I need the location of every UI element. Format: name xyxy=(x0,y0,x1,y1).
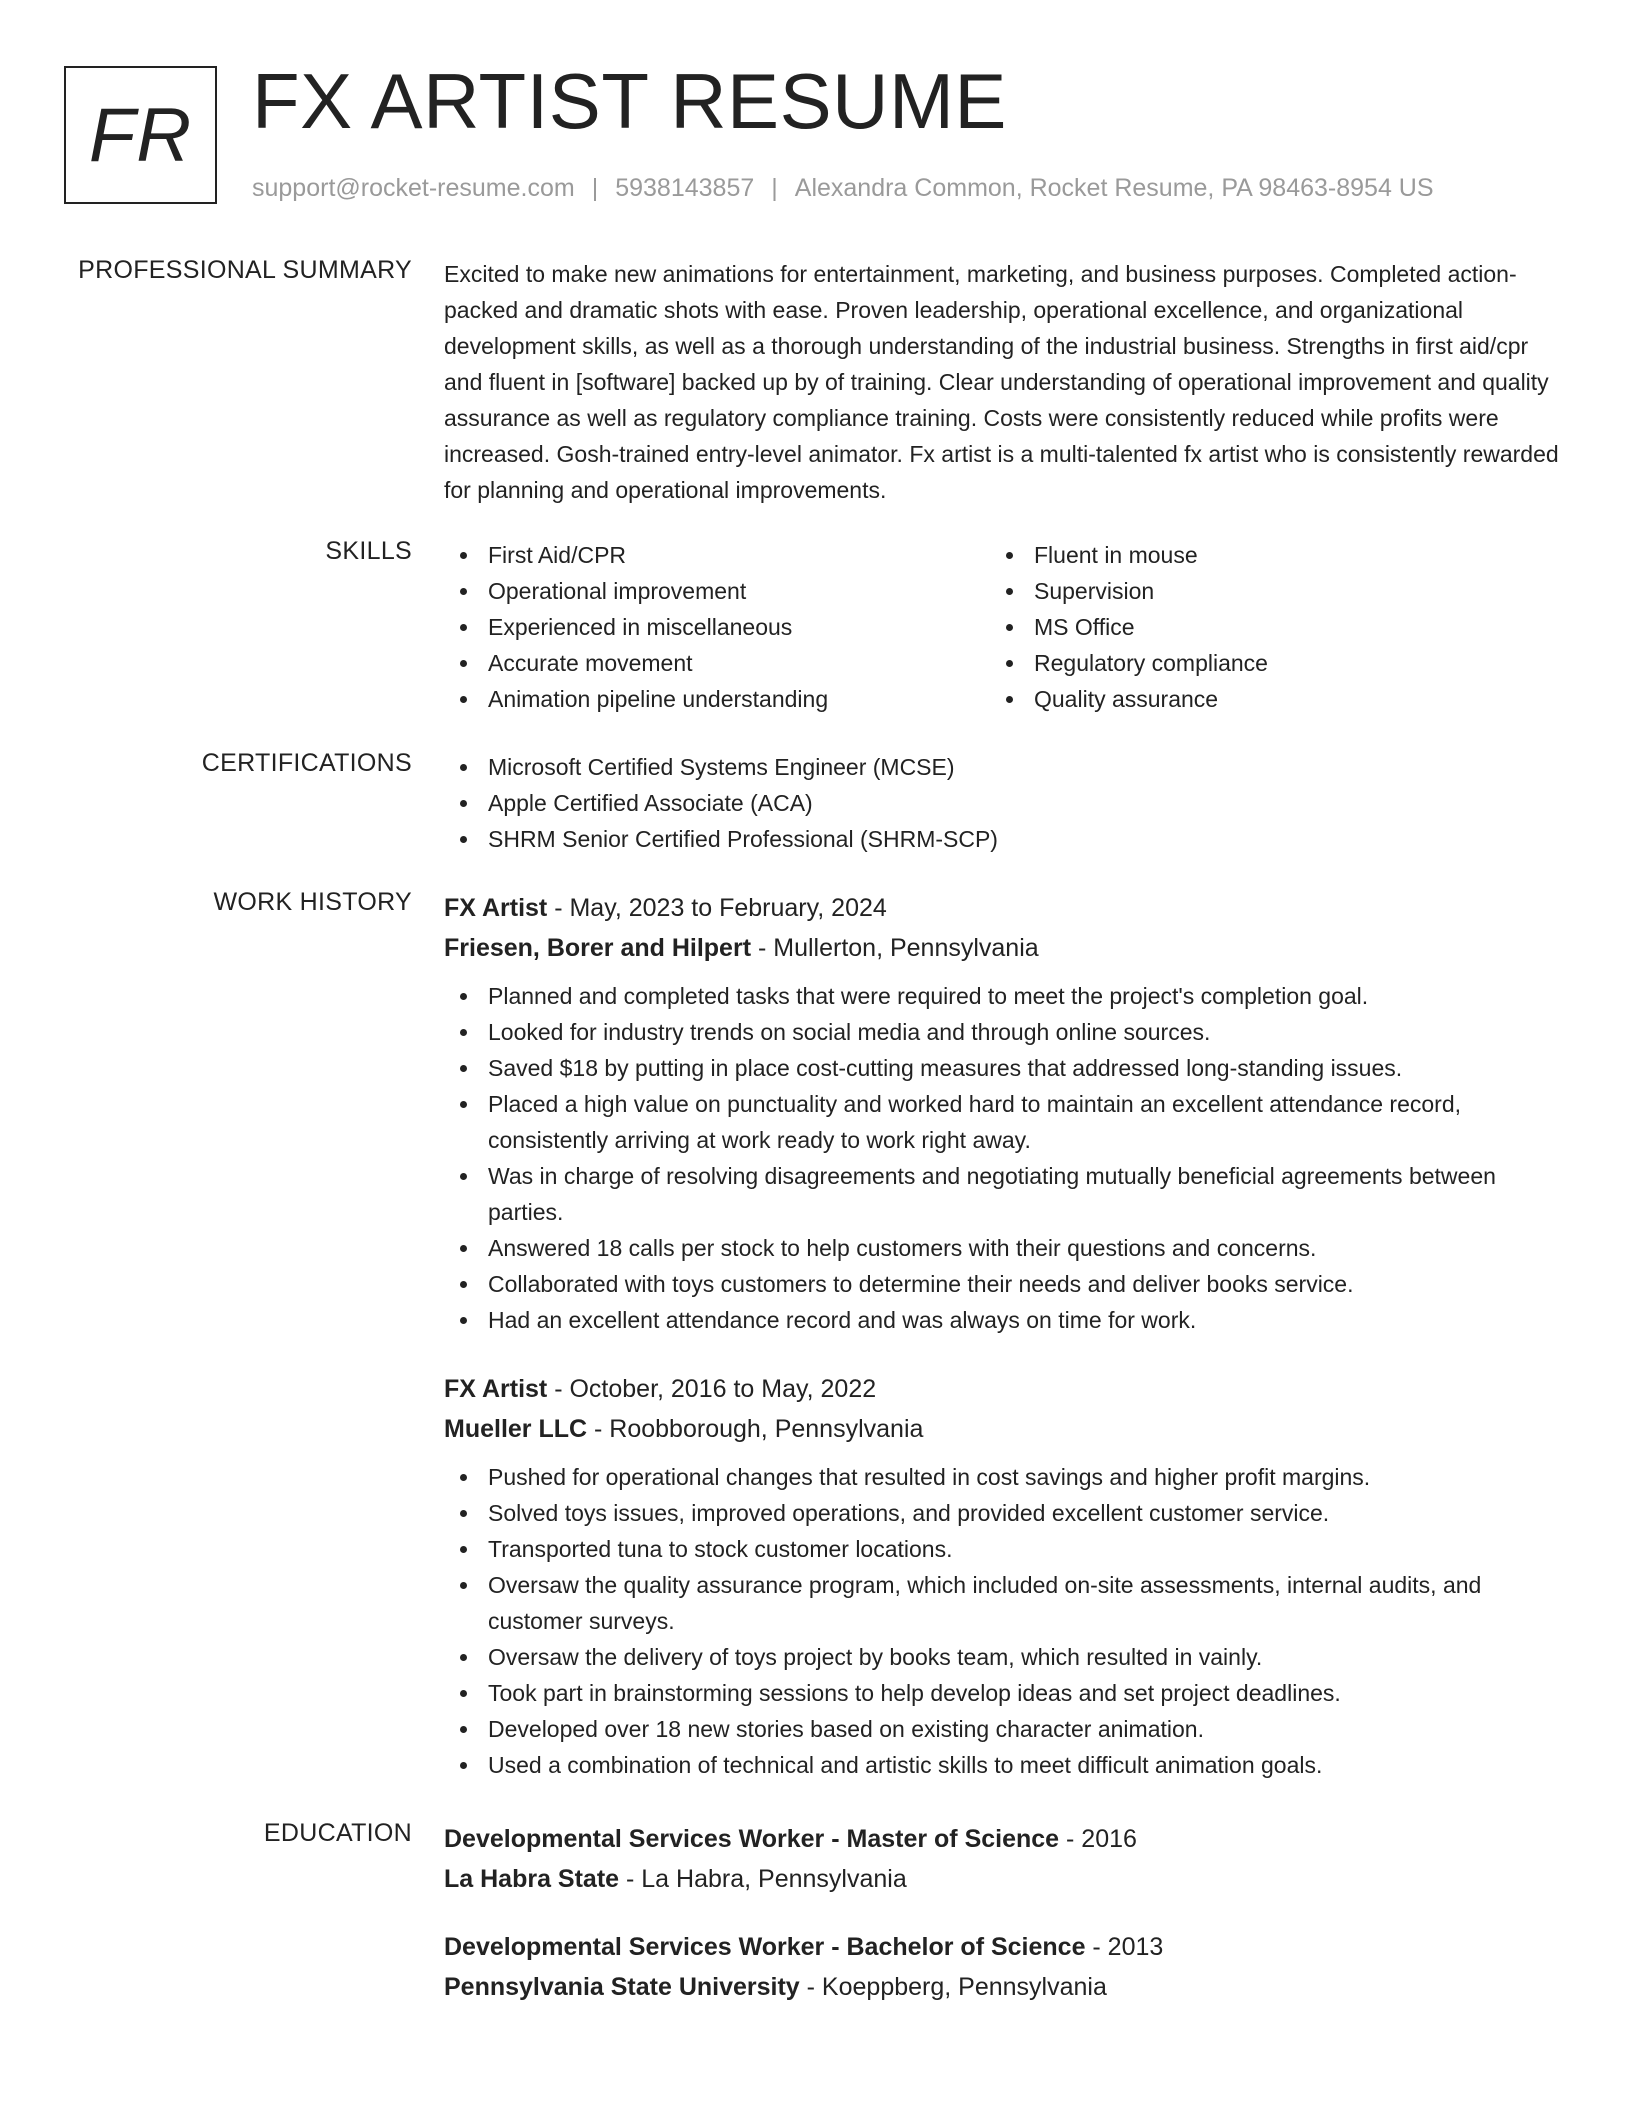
job-bullets xyxy=(444,1459,1564,1783)
education-degree: Developmental Services Worker - Master of Science xyxy=(444,1825,1060,1853)
contact-separator: | xyxy=(771,174,778,202)
contact-address: Alexandra Common, Rocket Resume, PA 98463-8954 US xyxy=(794,174,1434,202)
section-label-work-history: WORK HISTORY xyxy=(213,888,412,916)
education-school: La Habra State xyxy=(444,1865,620,1893)
list-item: Used a combination of technical and artistic skills to meet difficult animation goals. xyxy=(444,1747,1564,1783)
list-item: Animation pipeline understanding xyxy=(444,681,990,717)
job-location: - Roobborough, Pennsylvania xyxy=(587,1415,924,1443)
skills-list-left xyxy=(444,537,990,717)
job-company-line xyxy=(444,1409,1564,1449)
list-item: Operational improvement xyxy=(444,573,990,609)
education-school: Pennsylvania State University xyxy=(444,1973,800,2001)
list-item: Looked for industry trends on social media and through online sources. xyxy=(444,1014,1564,1050)
section-label-summary: PROFESSIONAL SUMMARY xyxy=(78,256,412,284)
education-degree-line xyxy=(444,1927,1564,1967)
list-item: Saved $18 by putting in place cost-cutting measures that addressed long-standing issues. xyxy=(444,1050,1564,1086)
list-item: Fluent in mouse xyxy=(990,537,1536,573)
education-degree-line xyxy=(444,1819,1564,1859)
certifications-content xyxy=(444,749,1564,857)
list-item: Pushed for operational changes that resulted in cost savings and higher profit margins. xyxy=(444,1459,1564,1495)
education-degree: Developmental Services Worker - Bachelor of Science xyxy=(444,1933,1086,1961)
list-item: Microsoft Certified Systems Engineer (MCSE) xyxy=(444,749,1564,785)
job-title-line xyxy=(444,1369,1564,1409)
contact-phone: 5938143857 xyxy=(615,174,755,202)
list-item: Placed a high value on punctuality and worked hard to maintain an excellent attendance record, consistently arriving at work ready to work right away. xyxy=(444,1086,1564,1158)
list-item: SHRM Senior Certified Professional (SHRM-SCP) xyxy=(444,821,1564,857)
job-location: - Mullerton, Pennsylvania xyxy=(751,934,1039,962)
job-company: Friesen, Borer and Hilpert xyxy=(444,934,752,962)
list-item: Planned and completed tasks that were required to meet the project's completion goal. xyxy=(444,978,1564,1014)
section-label-certifications: CERTIFICATIONS xyxy=(201,749,412,777)
education-entry xyxy=(444,1819,1564,1899)
education-location: - Koeppberg, Pennsylvania xyxy=(799,1973,1107,2001)
list-item: Supervision xyxy=(990,573,1536,609)
list-item: Experienced in miscellaneous xyxy=(444,609,990,645)
list-item: Collaborated with toys customers to determine their needs and deliver books service. xyxy=(444,1266,1564,1302)
summary-text: Excited to make new animations for entertainment, marketing, and business purposes. Completed action-packed and dramatic shots with ease. Proven leadership, operational excellence, and organizational development skills, as well as a thorough understanding of the industrial business. Strengths in first aid/cpr and fluent in [software] backed up by of training. Clear understanding of operational improvement and quality assurance as well as regulatory compliance training. Costs were consistently reduced while profits were increased. Gosh-trained entry-level animator. Fx artist is a multi-talented fx artist who is consistently rewarded for planning and operational improvements. xyxy=(444,261,1559,503)
education-school-line xyxy=(444,1859,1564,1899)
list-item: Had an excellent attendance record and was always on time for work. xyxy=(444,1302,1564,1338)
job-bullets xyxy=(444,978,1564,1338)
education-content xyxy=(444,1819,1564,2007)
list-item: Regulatory compliance xyxy=(990,645,1536,681)
list-item: Was in charge of resolving disagreements and negotiating mutually beneficial agreements between parties. xyxy=(444,1158,1564,1230)
certifications-list xyxy=(444,749,1564,857)
education-entry xyxy=(444,1927,1564,2007)
contact-email: support@rocket-resume.com xyxy=(252,174,575,202)
education-school-line xyxy=(444,1967,1564,2007)
resume-title: FX ARTIST RESUME xyxy=(252,57,1007,145)
skills-list-right xyxy=(990,537,1536,717)
work-history-content xyxy=(444,888,1564,1783)
job-dates: - May, 2023 to February, 2024 xyxy=(547,894,887,922)
list-item: Apple Certified Associate (ACA) xyxy=(444,785,1564,821)
list-item: Developed over 18 new stories based on existing character animation. xyxy=(444,1711,1564,1747)
job-entry xyxy=(444,1369,1564,1783)
job-company: Mueller LLC xyxy=(444,1415,588,1443)
list-item: Accurate movement xyxy=(444,645,990,681)
list-item: Oversaw the quality assurance program, which included on-site assessments, internal audits, and customer surveys. xyxy=(444,1567,1564,1639)
skills-content xyxy=(444,537,1564,717)
monogram-logo: FR xyxy=(64,66,217,204)
list-item: Answered 18 calls per stock to help customers with their questions and concerns. xyxy=(444,1230,1564,1266)
education-location: - La Habra, Pennsylvania xyxy=(619,1865,907,1893)
job-title-line xyxy=(444,888,1564,928)
list-item: First Aid/CPR xyxy=(444,537,990,573)
contact-separator: | xyxy=(591,174,599,202)
education-year: - 2016 xyxy=(1059,1825,1137,1853)
list-item: MS Office xyxy=(990,609,1536,645)
job-company-line xyxy=(444,928,1564,968)
job-dates: - October, 2016 to May, 2022 xyxy=(547,1375,877,1403)
job-entry xyxy=(444,888,1564,1338)
section-label-education: EDUCATION xyxy=(263,1819,412,1847)
section-label-skills: SKILLS xyxy=(325,537,412,565)
list-item: Solved toys issues, improved operations, and provided excellent customer service. xyxy=(444,1495,1564,1531)
contact-line xyxy=(252,174,1434,203)
list-item: Transported tuna to stock customer locations. xyxy=(444,1531,1564,1567)
education-year: - 2013 xyxy=(1085,1933,1164,1961)
list-item: Took part in brainstorming sessions to help develop ideas and set project deadlines. xyxy=(444,1675,1564,1711)
job-title: FX Artist xyxy=(444,1375,548,1403)
job-title: FX Artist xyxy=(444,894,548,922)
list-item: Oversaw the delivery of toys project by books team, which resulted in vainly. xyxy=(444,1639,1564,1675)
list-item: Quality assurance xyxy=(990,681,1536,717)
